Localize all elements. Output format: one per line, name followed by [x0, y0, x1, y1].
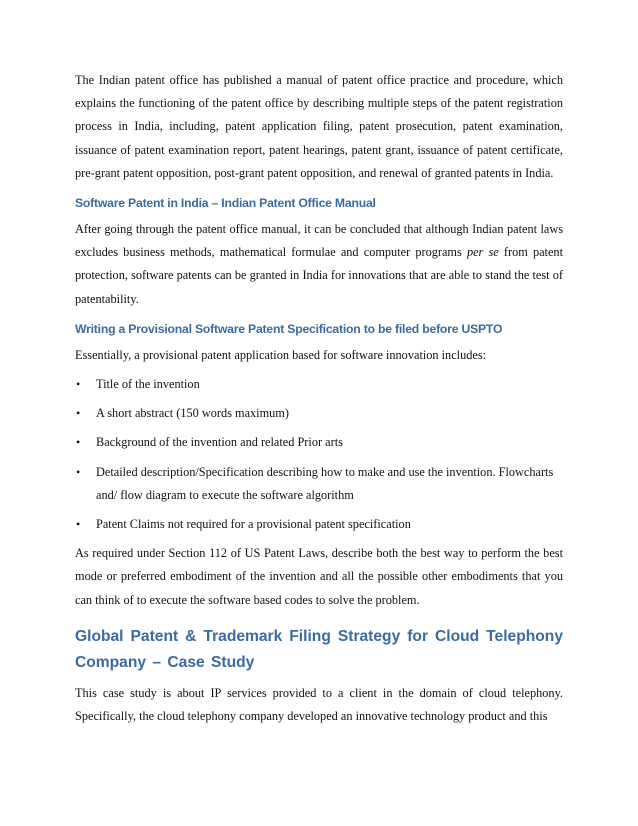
paragraph-text-end: from patent protection, software patents can be granted in India for innovations that are able to stand the test of patentability. — [75, 245, 563, 306]
bullet-icon: • — [76, 517, 81, 532]
intro-paragraph: The Indian patent office has published a manual of patent office practice and procedure, which explains the functioning of the patent office by describing multiple steps of the patent registration process in India, including, patent application filing, patent prosecution, patent examination, issuance of patent examination report, patent hearings, patent grant, issuance of patent certificate, pre-grant patent opposition, post-grant patent opposition, and renewal of granted patents in India. — [75, 73, 563, 180]
per-se-italic: per se — [466, 245, 499, 260]
list-item — [75, 373, 563, 396]
document-content — [75, 69, 563, 728]
list-item-text: Patent Claims not required for a provisional patent specification — [96, 517, 411, 532]
section-heading-provisional-specification: Writing a Provisional Software Patent Specification to be filed before USPTO — [75, 321, 503, 336]
bullet-icon: • — [76, 377, 81, 392]
bullet-icon: • — [76, 406, 81, 421]
list-item-text: Detailed description/Specification describing how to make and use the invention. Flowcharts and/ flow diagram to execute the software algorithm — [96, 464, 554, 502]
list-item — [75, 513, 563, 536]
case-study-paragraph: This case study is about IP services provided to a client in the domain of cloud telephony. Specifically, the cloud telephony company developed an innovative technology product and this — [75, 685, 563, 724]
section-heading-case-study: Global Patent & Trademark Filing Strategy for Cloud Telephony Company – Case Study — [75, 627, 563, 671]
section-112-paragraph: As required under Section 112 of US Patent Laws, describe both the best way to perform the best mode or preferred embodiment of the invention and all the possible other embodiments that you can think of to execute the software based codes to solve the problem. — [75, 546, 563, 607]
paragraph-text-start: After going through the patent office manual, it can be concluded that although Indian patent laws excludes business methods, mathematical formulae and computer programs — [75, 222, 563, 260]
list-item — [75, 461, 563, 507]
provisional-requirements-list — [75, 373, 563, 536]
list-item-text: Title of the invention — [96, 377, 200, 392]
bullet-icon: • — [76, 464, 81, 479]
list-item-text: A short abstract (150 words maximum) — [96, 406, 289, 421]
provisional-intro: Essentially, a provisional patent application based for software innovation includes: — [75, 347, 487, 362]
section-heading-software-patent-india: Software Patent in India – Indian Patent Office Manual — [75, 196, 376, 211]
bullet-icon: • — [76, 435, 81, 450]
list-item-text: Background of the invention and related Prior arts — [96, 435, 343, 450]
list-item — [75, 402, 563, 425]
software-patent-india-paragraph — [75, 218, 563, 311]
list-item — [75, 431, 563, 454]
